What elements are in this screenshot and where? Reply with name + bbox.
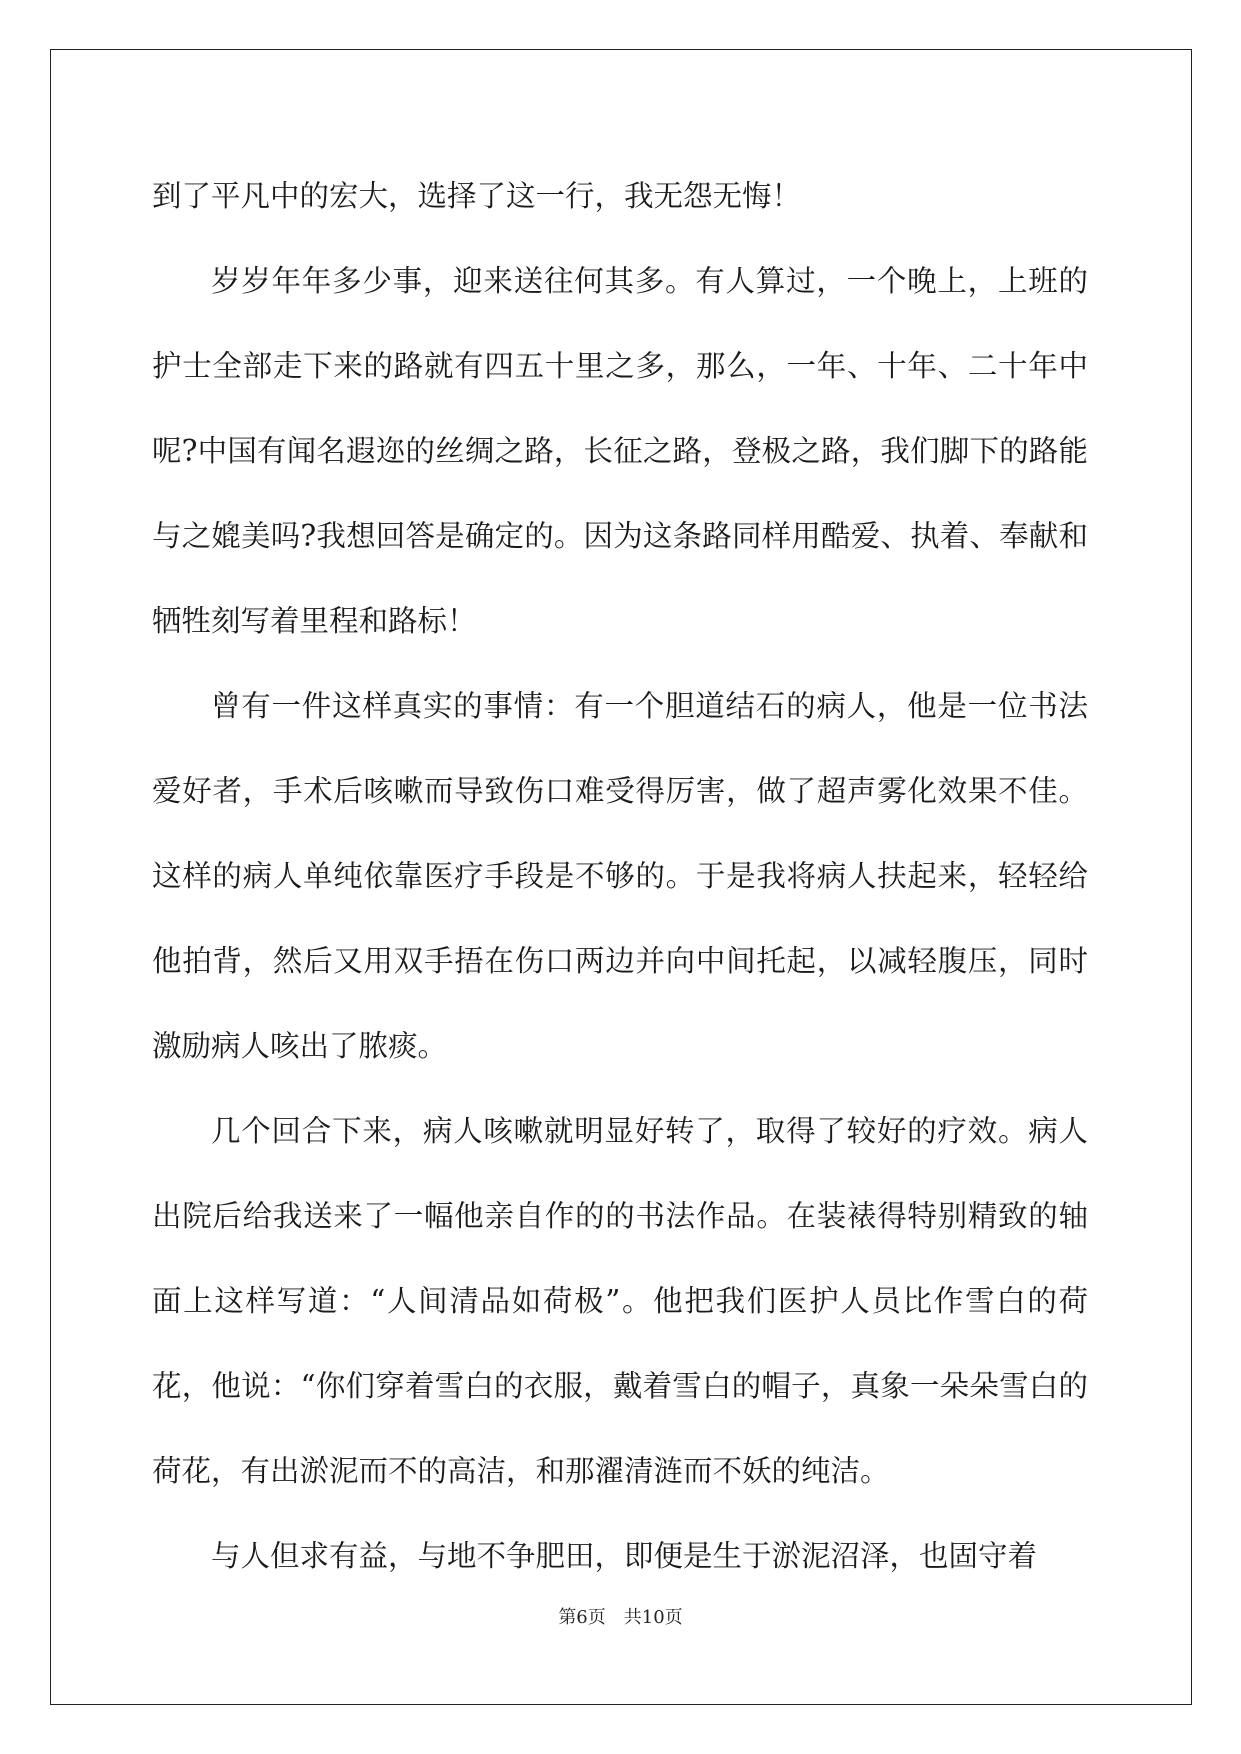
document-body [152, 154, 1088, 1599]
page-footer [0, 1603, 1241, 1629]
page-number: 第6页 共10页 [558, 1607, 683, 1628]
paragraph-1: 到了平凡中的宏大，选择了这一行，我无怨无悔！ [152, 179, 802, 213]
paragraph-3: 曾有一件这样真实的事情：有一个胆道结石的病人，他是一位书法爱好者，手术后咳嗽而导致伤口难受得厉害，做了超声雾化效果不佳。这样的病人单纯依靠医疗手段是不够的。于是我将病人扶起来，轻轻给他拍背，然后又用双手捂在伤口两边并向中间托起，以减轻腹压，同时激励病人咳出了脓痰。 [152, 689, 1088, 1063]
paragraph-5: 与人但求有益，与地不争肥田，即便是生于淤泥沼泽，也固守着 [211, 1539, 1038, 1573]
paragraph-2: 岁岁年年多少事，迎来送往何其多。有人算过，一个晚上，上班的护士全部走下来的路就有四五十里之多，那么，一年、十年、二十年中呢?中国有闻名遐迩的丝绸之路，长征之路，登极之路，我们脚下的路能与之媲美吗?我想回答是确定的。因为这条路同样用酷爱、执着、奉献和牺牲刻写着里程和路标！ [152, 264, 1088, 638]
paragraph-4: 几个回合下来，病人咳嗽就明显好转了，取得了较好的疗效。病人出院后给我送来了一幅他亲自作的的书法作品。在装裱得特别精致的轴面上这样写道：“人间清品如荷极”。他把我们医护人员比作雪白的荷花，他说：“你们穿着雪白的衣服，戴着雪白的帽子，真象一朵朵雪白的荷花，有出淤泥而不的高洁，和那濯清涟而不妖的纯洁。 [152, 1114, 1088, 1488]
